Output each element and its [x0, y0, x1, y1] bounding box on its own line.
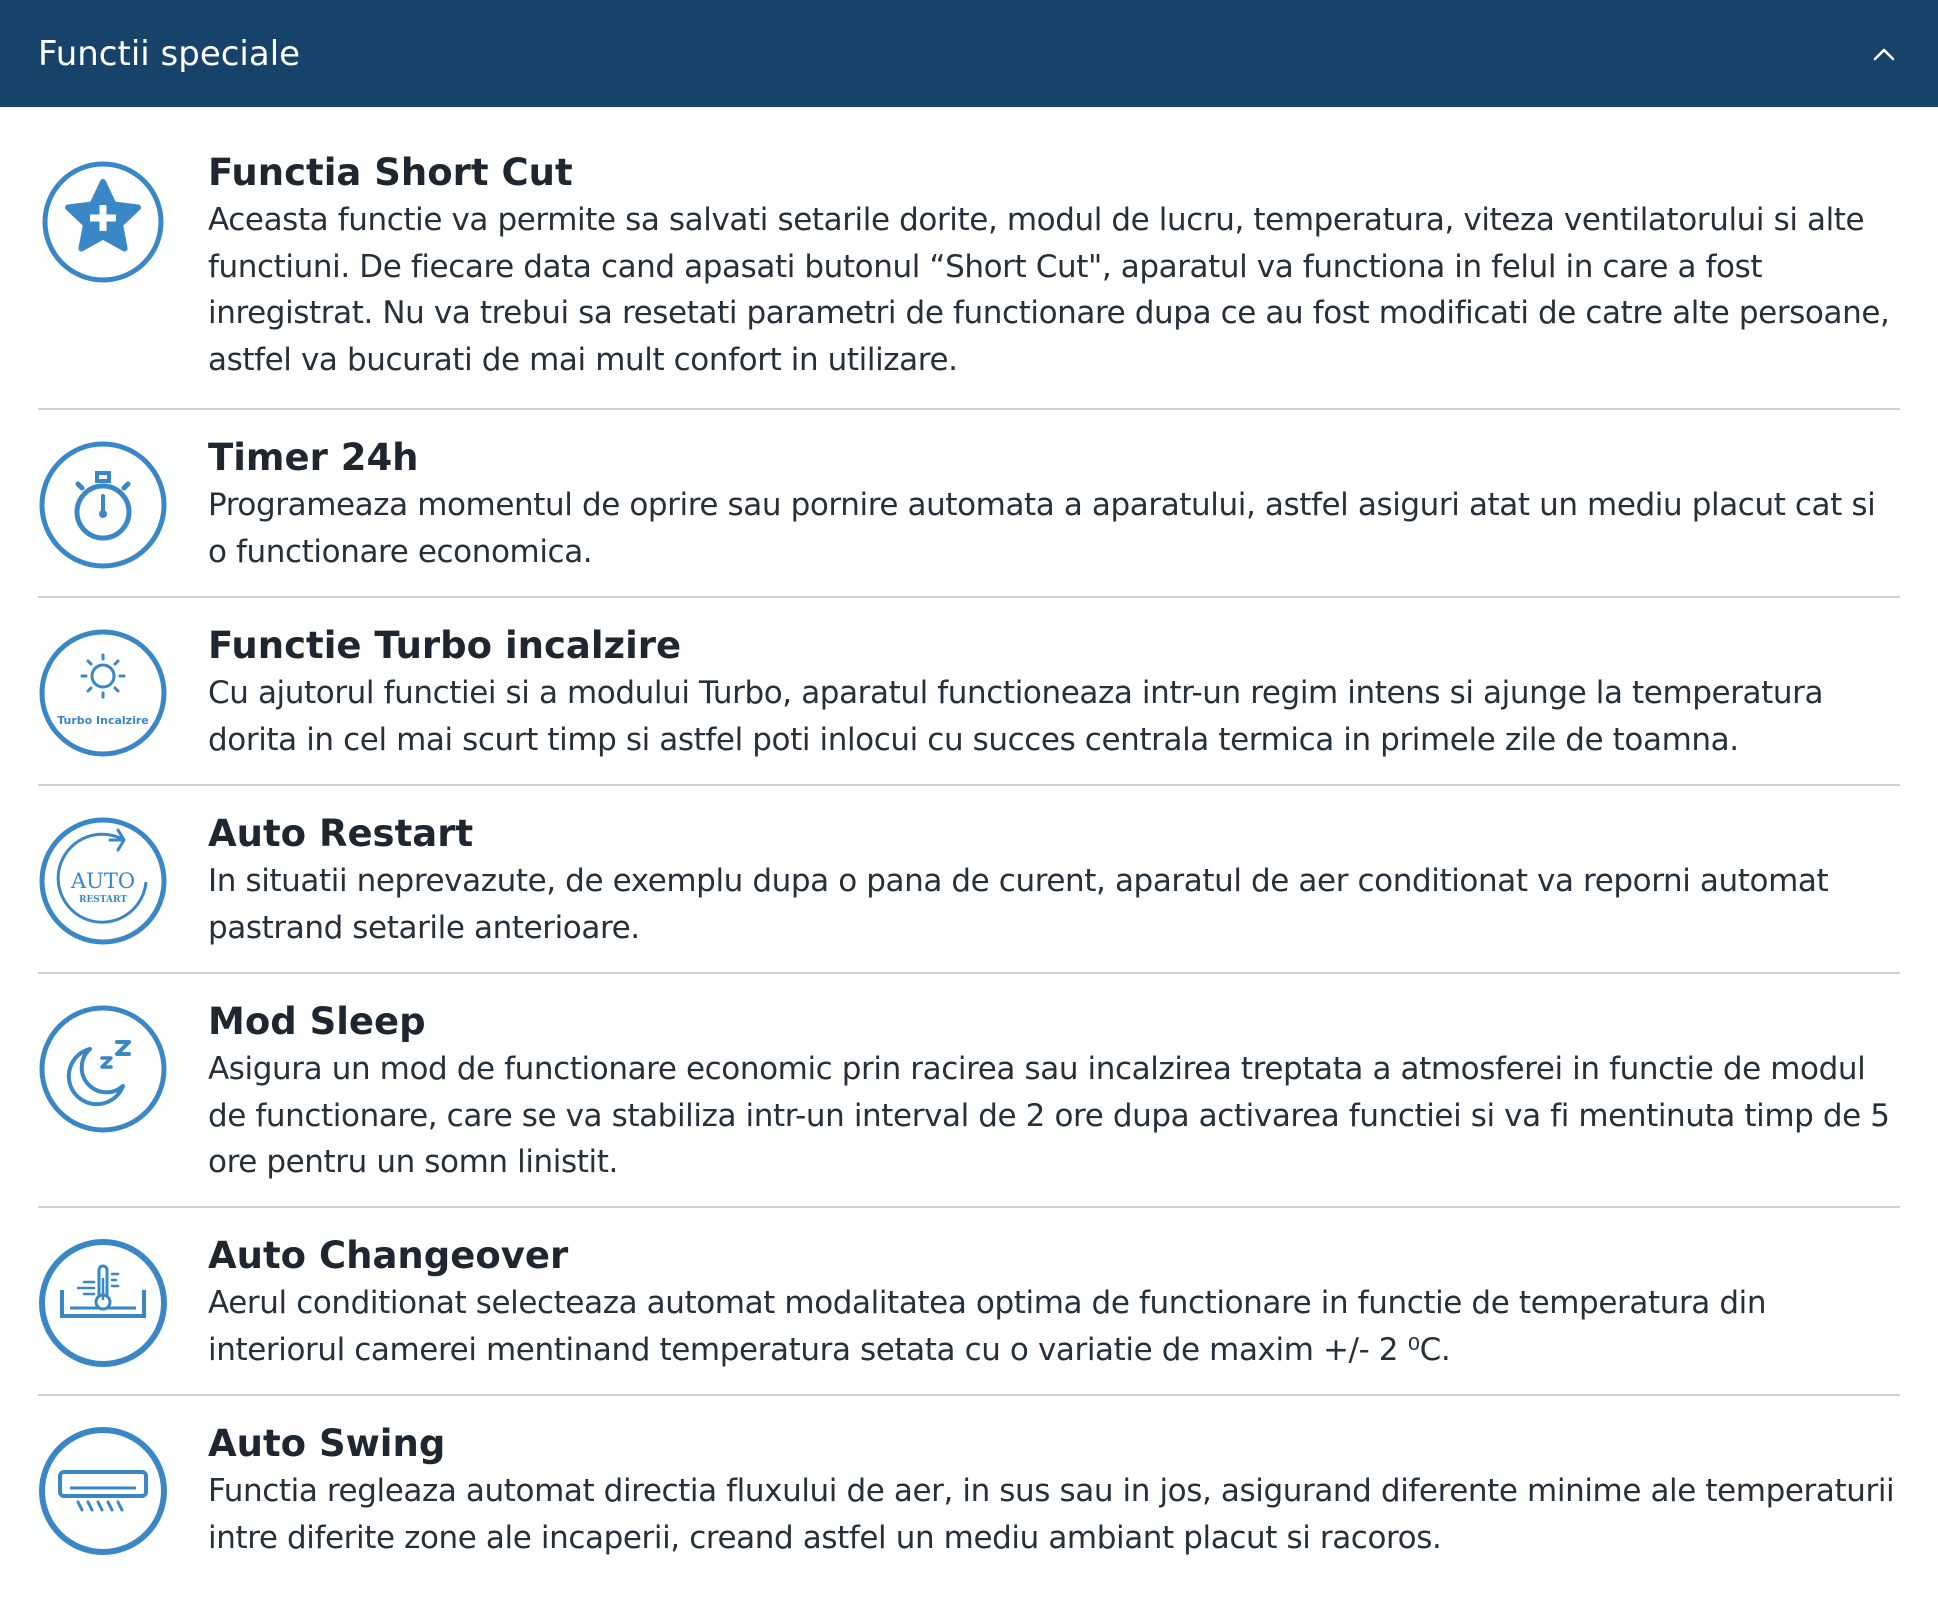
stopwatch-icon	[38, 440, 168, 570]
feature-title: Functie Turbo incalzire	[208, 624, 682, 667]
feature-description: In situatii neprevazute, de exemplu dupa o pana de curent, aparatul de aer conditionat va reporni automat pastrand setarile anterioare.	[208, 863, 1829, 946]
panel-title: Functii speciale	[38, 33, 301, 74]
air-conditioner-icon	[38, 1426, 168, 1556]
star-plus-icon	[38, 157, 168, 287]
feature-item-timer	[38, 410, 1900, 598]
auto-restart-icon-sublabel: RESTART	[78, 895, 128, 905]
sun-turbo-icon	[38, 628, 168, 758]
feature-description: Functia regleaza automat directia fluxului de aer, in sus sau in jos, asigurand diferente minime ale temperaturii intre diferite zone ale incaperii, creand astfel un mediu ambiant placut si racoros.	[208, 1473, 1895, 1556]
feature-item-turbo	[38, 598, 1900, 786]
feature-title: Timer 24h	[208, 436, 419, 479]
feature-title: Functia Short Cut	[208, 151, 573, 194]
feature-title: Auto Changeover	[208, 1234, 569, 1277]
auto-restart-icon	[38, 816, 168, 946]
feature-title: Auto Restart	[208, 812, 474, 855]
feature-title: Mod Sleep	[208, 1000, 426, 1043]
feature-item-auto-swing	[38, 1396, 1900, 1596]
feature-item-auto-changeover	[38, 1208, 1900, 1396]
feature-description: Asigura un mod de functionare economic prin racirea sau incalzirea treptata a atmosferei in functie de modul de functionare, care se va stabiliza intr-un interval de 2 ore dupa activarea functiei si va fi mentinuta timp de 5 ore pentru un somn linistit.	[208, 1051, 1890, 1180]
panel-header[interactable]	[0, 0, 1938, 107]
thermometer-icon	[38, 1238, 168, 1368]
moon-sleep-icon	[38, 1004, 168, 1134]
feature-description: Aerul conditionat selecteaza automat modalitatea optima de functionare in functie de temperatura din interiorul camerei mentinand temperatura setata cu o variatie de maxim +/- 2 ⁰C.	[208, 1285, 1767, 1368]
auto-restart-icon-label: AUTO	[70, 869, 136, 893]
feature-item-auto-restart	[38, 786, 1900, 974]
feature-item-short-cut	[38, 107, 1900, 410]
feature-list	[0, 107, 1938, 1596]
feature-description: Aceasta functie va permite sa salvati setarile dorite, modul de lucru, temperatura, viteza ventilatorului si alte functiuni. De fiecare data cand apasati butonul “Short Cut", aparatul va functiona in felul in care a fost inregistrat. Nu va trebui sa resetati parametri de functionare dupa ce au fost modificati de catre alte persoane, astfel va bucurati de mai mult confort in utilizare.	[208, 202, 1890, 378]
feature-description: Programeaza momentul de oprire sau pornire automata a aparatului, astfel asiguri atat un mediu placut cat si o functionare economica.	[208, 487, 1876, 570]
sun-turbo-icon-label: Turbo Incalzire	[57, 714, 149, 727]
feature-item-sleep	[38, 974, 1900, 1208]
feature-description: Cu ajutorul functiei si a modului Turbo, aparatul functioneaza intr-un regim intens si ajunge la temperatura dorita in cel mai scurt timp si astfel poti inlocui cu succes centrala termica in primele zile de toamna.	[208, 675, 1824, 758]
feature-title: Auto Swing	[208, 1422, 446, 1465]
chevron-up-icon[interactable]	[1860, 30, 1908, 78]
